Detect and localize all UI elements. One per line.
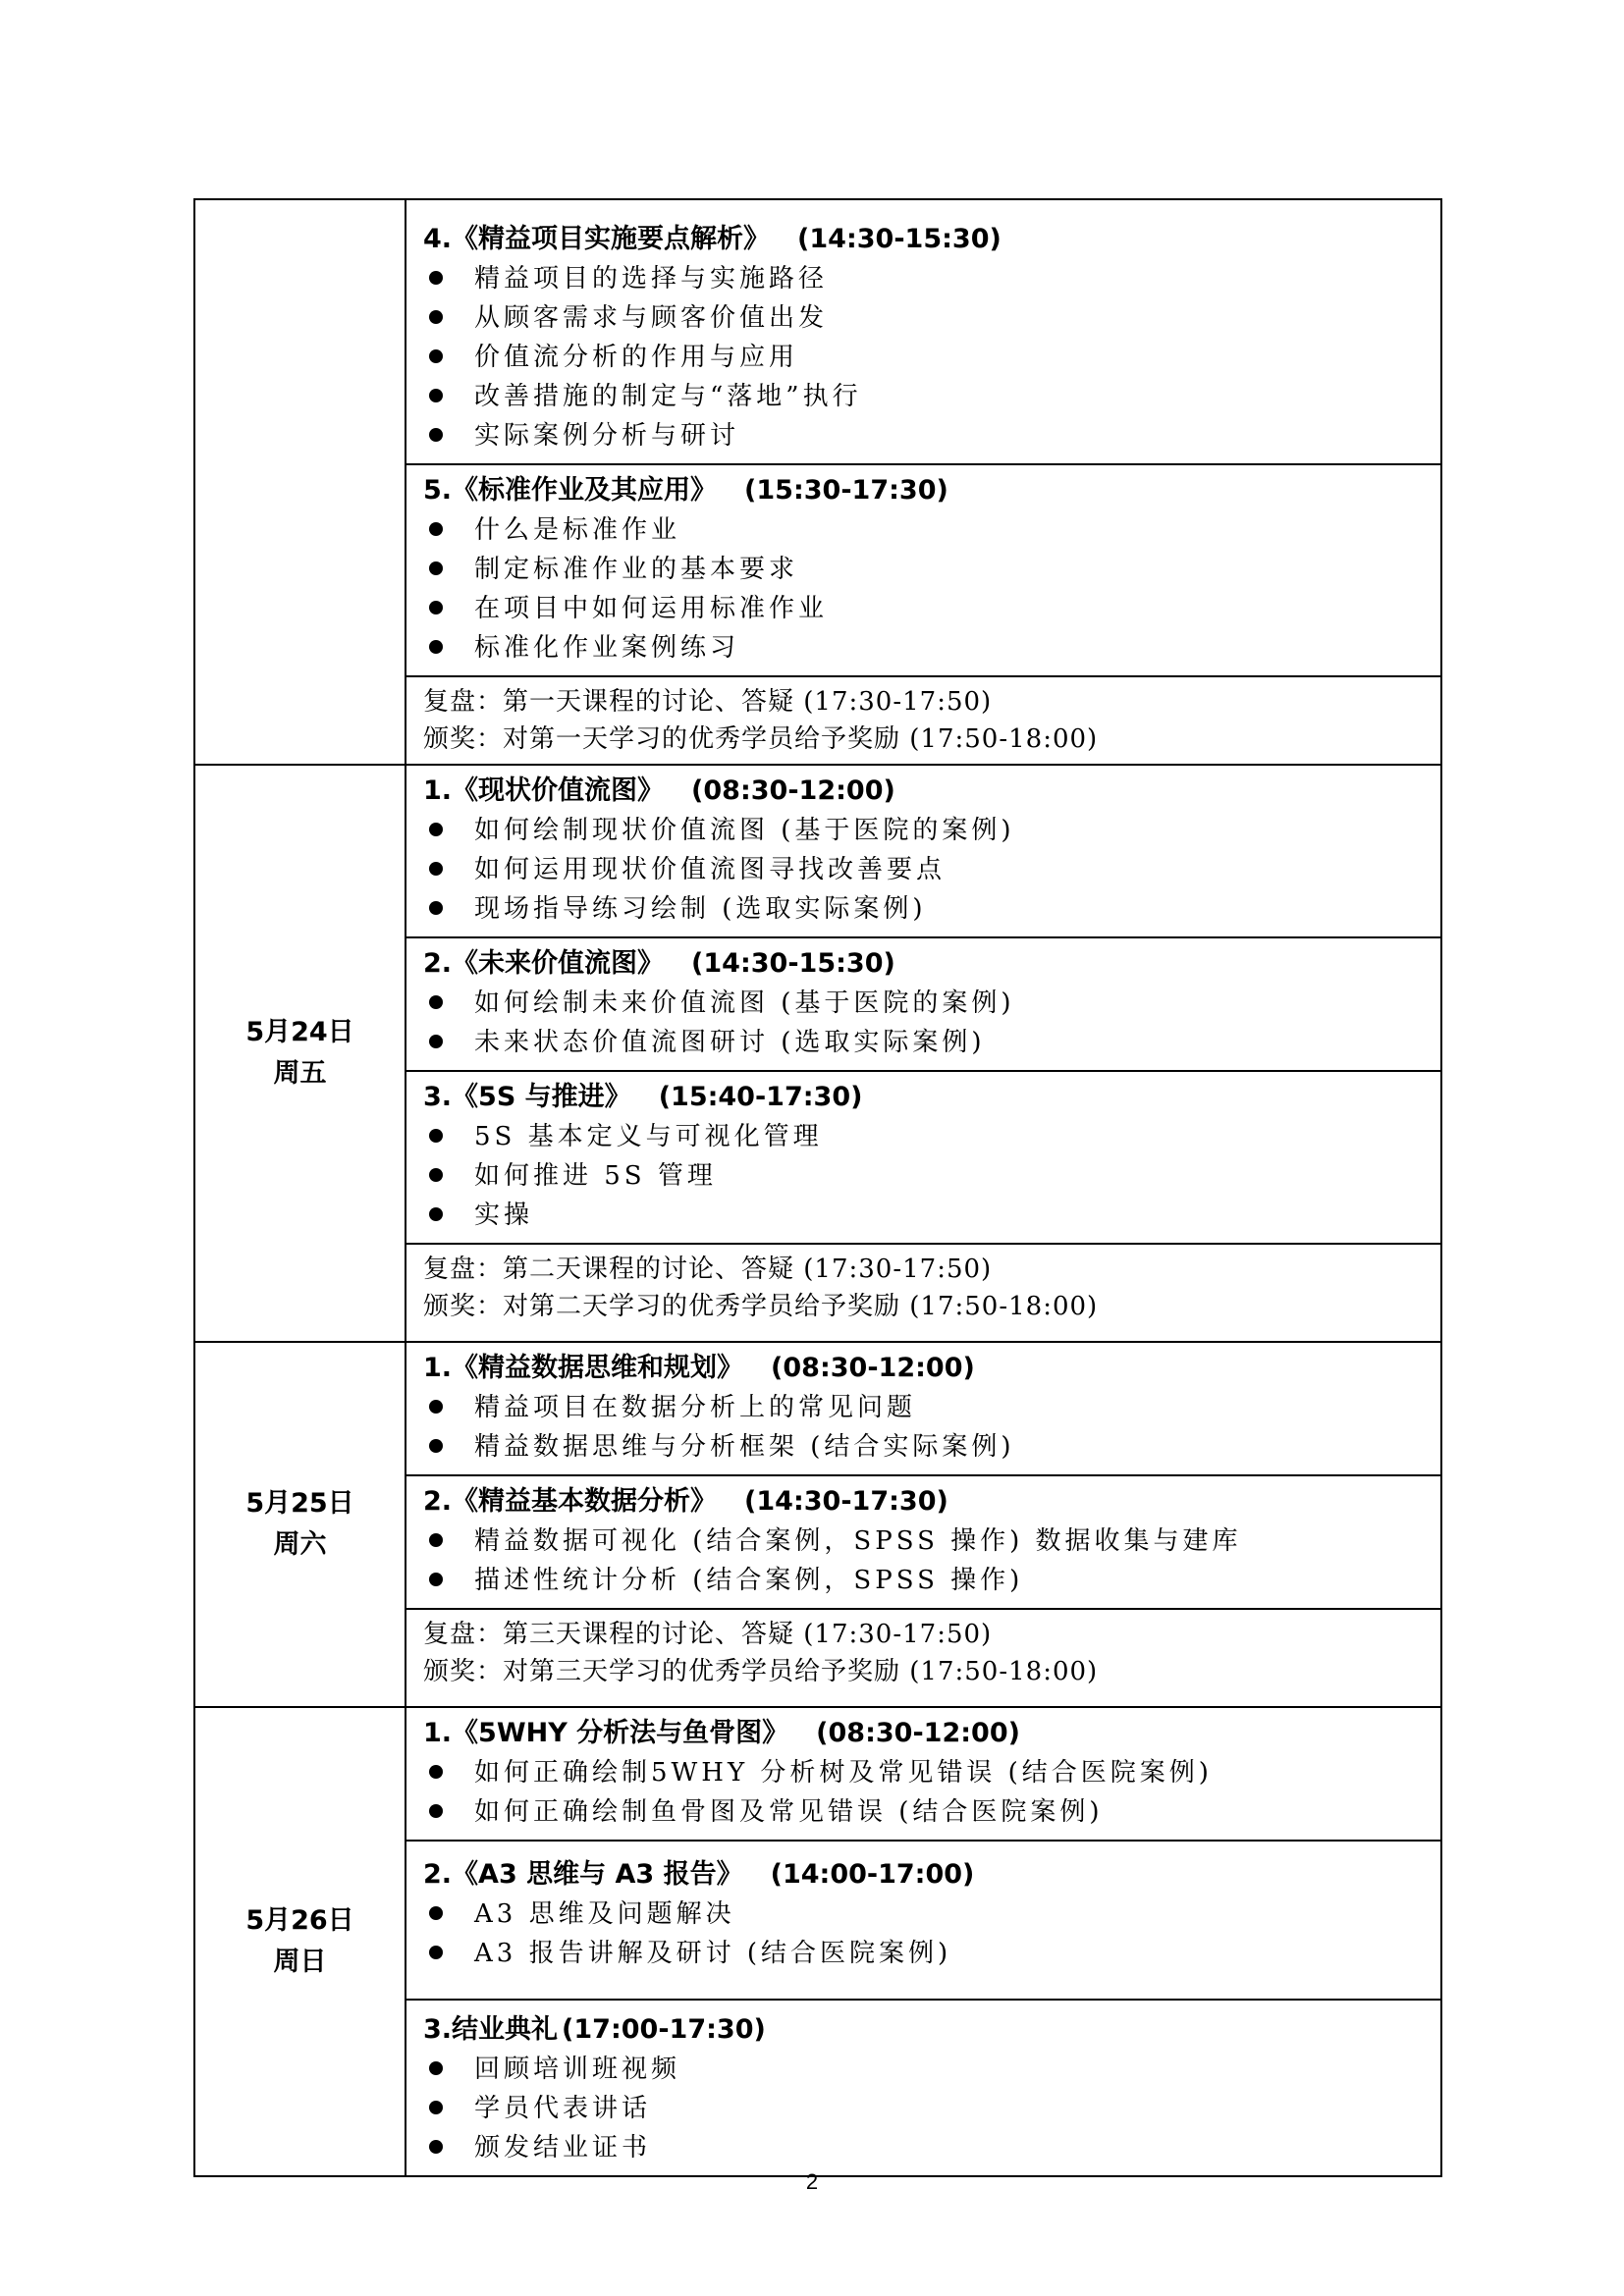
award-line: 颁奖：对第二天学习的优秀学员给予奖励 (17:50-18:00) [423,1292,1099,1321]
date-label: 5月25日 [245,1488,354,1519]
bullet-icon [429,823,443,836]
list-item: 如何运用现状价值流图寻找改善要点 [423,850,1427,889]
bullet-icon [429,1439,443,1453]
list-item: 如何绘制未来价值流图 (基于医院的案例) [423,984,1427,1023]
bullet-icon [429,1129,443,1143]
date-label: 5月24日 [245,1017,354,1047]
date-cell [194,199,406,765]
list-item: 实际案例分析与研讨 [423,416,1427,455]
list-item: 如何正确绘制鱼骨图及常见错误 (结合医院案例) [423,1792,1427,1832]
list-item: 如何正确绘制5WHY 分析树及常见错误 (结合医院案例) [423,1753,1427,1792]
bullet-icon [429,349,443,363]
bullet-icon [429,2061,443,2075]
list-item: 实操 [423,1196,1427,1235]
review-cell [406,1244,1441,1342]
review-line: 复盘：第一天课程的讨论、答疑 (17:30-17:50) [423,687,993,717]
bullet-list [423,1753,1427,1832]
list-item: 精益数据思维与分析框架 (结合实际案例) [423,1427,1427,1467]
session-cell [406,2000,1441,2176]
session-title: 1.《精益数据思维和规划》 (08:30-12:00) [423,1353,975,1383]
bullet-icon [429,561,443,575]
bullet-list [423,1522,1427,1600]
session-title: 2.《精益基本数据分析》 (14:30-17:30) [423,1486,948,1517]
bullet-icon [429,1573,443,1586]
bullet-list [423,811,1427,929]
list-item: A3 报告讲解及研讨 (结合医院案例) [423,1934,1427,1973]
bullet-icon [429,522,443,536]
bullet-icon [429,1533,443,1547]
session-title: 1.《现状价值流图》 (08:30-12:00) [423,775,895,806]
table-row [194,199,1441,464]
table-row [194,765,1441,937]
session-title: 5.《标准作业及其应用》 (15:30-17:30) [423,475,948,506]
session-title: 4.《精益项目实施要点解析》 (14:30-15:30) [423,224,1001,254]
list-item: 颁发结业证书 [423,2128,1427,2167]
list-item: 回顾培训班视频 [423,2050,1427,2089]
table-row [194,1707,1441,1841]
bullet-icon [429,2101,443,2114]
list-item: 描述性统计分析 (结合案例，SPSS 操作) [423,1561,1427,1600]
session-cell [406,1707,1441,1841]
bullet-list [423,1388,1427,1467]
session-title: 3.结业典礼 (17:00-17:30) [423,2014,766,2045]
list-item: 在项目中如何运用标准作业 [423,589,1427,628]
bullet-icon [429,1035,443,1048]
session-cell [406,199,1441,464]
list-item: 价值流分析的作用与应用 [423,338,1427,377]
list-item: 精益数据可视化 (结合案例，SPSS 操作) 数据收集与建库 [423,1522,1427,1561]
list-item: 现场指导练习绘制 (选取实际案例) [423,889,1427,929]
list-item: 精益项目在数据分析上的常见问题 [423,1388,1427,1427]
bullet-icon [429,1906,443,1920]
session-cell [406,937,1441,1071]
date-cell [194,765,406,1342]
list-item: 制定标准作业的基本要求 [423,550,1427,589]
bullet-icon [429,428,443,442]
bullet-icon [429,310,443,324]
bullet-list [423,1895,1427,1973]
list-item: 什么是标准作业 [423,510,1427,550]
bullet-icon [429,1804,443,1818]
bullet-list [423,1117,1427,1235]
list-item: 改善措施的制定与“落地”执行 [423,377,1427,416]
bullet-icon [429,271,443,285]
list-item: 从顾客需求与顾客价值出发 [423,298,1427,338]
bullet-icon [429,601,443,614]
table-row [194,1342,1441,1475]
list-item: 未来状态价值流图研讨 (选取实际案例) [423,1023,1427,1062]
review-cell [406,676,1441,765]
list-item: 精益项目的选择与实施路径 [423,259,1427,298]
bullet-list [423,510,1427,667]
list-item: 如何推进 5S 管理 [423,1156,1427,1196]
session-cell [406,1071,1441,1244]
review-cell [406,1609,1441,1707]
date-label: 5月26日 [245,1905,354,1936]
session-title: 2.《A3 思维与 A3 报告》 (14:00-17:00) [423,1859,975,1890]
date-cell [194,1707,406,2176]
bullet-icon [429,995,443,1009]
session-cell [406,464,1441,676]
list-item: A3 思维及问题解决 [423,1895,1427,1934]
bullet-icon [429,1765,443,1779]
schedule-table [193,198,1442,2177]
award-line: 颁奖：对第三天学习的优秀学员给予奖励 (17:50-18:00) [423,1657,1099,1686]
session-cell [406,765,1441,937]
review-line: 复盘：第三天课程的讨论、答疑 (17:30-17:50) [423,1620,993,1649]
session-title: 3.《5S 与推进》 (15:40-17:30) [423,1082,863,1112]
bullet-icon [429,862,443,876]
bullet-list [423,984,1427,1062]
bullet-list [423,259,1427,455]
bullet-icon [429,2140,443,2154]
bullet-icon [429,389,443,402]
weekday-label: 周六 [273,1529,327,1560]
bullet-list [423,2050,1427,2167]
weekday-label: 周五 [273,1058,327,1089]
page-number: 2 [805,2169,819,2194]
review-line: 复盘：第二天课程的讨论、答疑 (17:30-17:50) [423,1255,993,1284]
list-item: 如何绘制现状价值流图 (基于医院的案例) [423,811,1427,850]
list-item: 学员代表讲话 [423,2089,1427,2128]
list-item: 5S 基本定义与可视化管理 [423,1117,1427,1156]
bullet-icon [429,1168,443,1182]
weekday-label: 周日 [273,1947,327,1977]
session-cell [406,1342,1441,1475]
award-line: 颁奖：对第一天学习的优秀学员给予奖励 (17:50-18:00) [423,724,1099,754]
session-cell [406,1475,1441,1609]
bullet-icon [429,640,443,654]
session-title: 2.《未来价值流图》 (14:30-15:30) [423,948,895,979]
bullet-icon [429,1207,443,1221]
date-cell [194,1342,406,1707]
bullet-icon [429,1946,443,1959]
bullet-icon [429,1400,443,1414]
list-item: 标准化作业案例练习 [423,628,1427,667]
bullet-icon [429,901,443,915]
session-title: 1.《5WHY 分析法与鱼骨图》 (08:30-12:00) [423,1718,1020,1748]
session-cell [406,1841,1441,2000]
